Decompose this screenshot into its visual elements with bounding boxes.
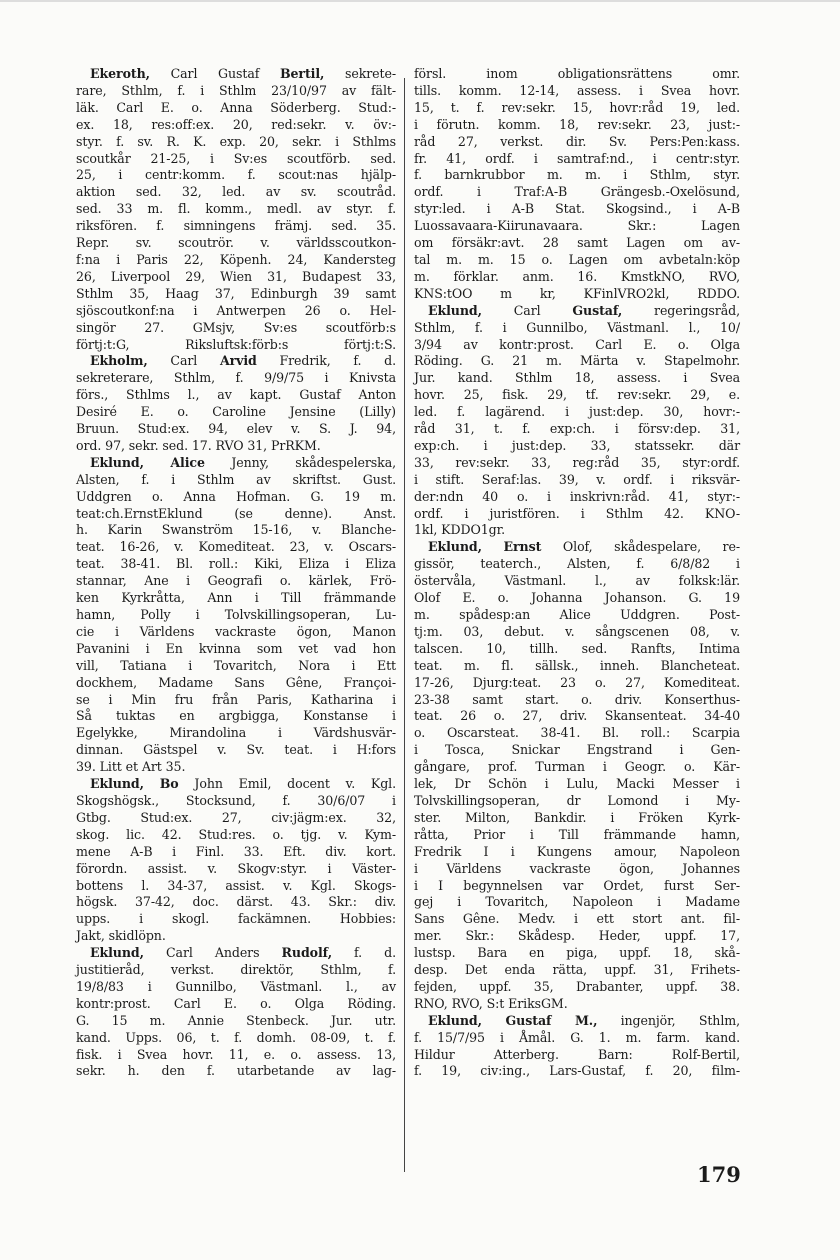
text-line: Så tuktas en argbigga, Konstanse i	[76, 708, 396, 724]
entry-text: Jenny, skådespelerska,	[204, 454, 397, 470]
entry-name: Bertil,	[279, 66, 325, 81]
entry-text: Carl	[147, 353, 220, 369]
entry-text	[144, 776, 160, 791]
entry-text: Carl Anders	[143, 945, 282, 961]
text-line: m. spådesp:an Alice Uddgren. Post-	[414, 607, 740, 622]
text-line: Luossavaara-Kiirunavaara. Skr.: Lagen	[414, 218, 740, 234]
text-line: Desiré E. o. Caroline Jensine (Lilly)	[76, 404, 396, 420]
text-line: 17-26, Djurg:teat. 23 o. 27, Komediteat.	[414, 674, 740, 690]
text-line: råtta, Prior i Till främmande hamn,	[414, 826, 740, 842]
text-line: Tolvskillingsoperan, dr Lomond i My-	[414, 792, 740, 808]
text-line: i förutn. komm. 18, rev:sekr. 23, just:-	[414, 116, 740, 132]
text-line: ordf. i Traf:A-B Grängesb.-Oxelösund,	[414, 184, 740, 200]
text-line: cie i Världens vackraste ögon, Manon	[76, 623, 396, 639]
text-line: ken Kyrkråtta, Ann i Till främmande	[76, 590, 396, 606]
text-line: o. Oscarsteat. 38-41. Bl. roll.: Scarpia	[414, 725, 740, 741]
text-line: lustsp. Bara en piga, uppf. 18, skå-	[414, 945, 740, 961]
text-line: der:ndn 40 o. i inskrivn:råd. 41, styr:-	[414, 488, 740, 504]
text-line: justitieråd, verkst. direktör, Sthlm, f.	[76, 962, 396, 978]
entry-text: Jakt, skidlöpn.	[76, 928, 166, 944]
entry-name: Ekeroth,	[90, 66, 150, 81]
text-line: i stift. Seraf:las. 39, v. ordf. i riksvär-	[414, 471, 740, 487]
text-line	[76, 66, 396, 83]
text-line: teat:ch.ErnstEklund (se denne). Anst.	[76, 505, 396, 521]
entry-text: ingenjör, Sthlm,	[597, 1012, 740, 1028]
entry-name: Eklund,	[90, 454, 144, 470]
text-line: östervåla, Västmanl. l., av folksk:lär.	[414, 573, 740, 589]
text-line: högsk. 37-42, doc. därst. 43. Skr.: div.	[76, 894, 396, 910]
text-line: teat. 26 o. 27, driv. Skansenteat. 34-40	[414, 708, 740, 724]
text-line: Bruun. Stud:ex. 94, elev v. S. J. 94,	[76, 421, 396, 437]
text-line: råd 31, t. f. exp:ch. i försv:dep. 31,	[414, 421, 740, 437]
text-line	[76, 928, 396, 945]
text-line: 19/8/83 i Gunnilbo, Västmanl. l., av	[76, 978, 396, 994]
text-line: förtj:t:G, Riksluftsk:förb:s förtj:t:S.	[76, 336, 396, 352]
text-line: riksfören. f. simningens främj. sed. 35.	[76, 218, 396, 234]
text-line	[76, 455, 396, 472]
text-line: exp:ch. i just:dep. 33, statssekr. där	[414, 437, 740, 453]
text-line: Gtbg. Stud:ex. 27, civ:jägm:ex. 32,	[76, 809, 396, 825]
left-column	[76, 66, 396, 1080]
text-line: Röding. G. 21 m. Märta v. Stapelmohr.	[414, 353, 740, 369]
text-line: råd 27, verkst. dir. Sv. Pers:Pen:kass.	[414, 133, 740, 149]
text-line	[76, 945, 396, 962]
text-line: Uddgren o. Anna Hofman. G. 19 m.	[76, 488, 396, 504]
text-line: teat. 38-41. Bl. roll.: Kiki, Eliza i Eliza	[76, 556, 396, 572]
text-line: Jur. kand. Sthlm 18, assess. i Svea	[414, 370, 740, 386]
text-line: Sthlm, f. i Gunnilbo, Västmanl. l., 10/	[414, 319, 740, 335]
text-line: Sans Gêne. Medv. i ett stort ant. fil-	[414, 911, 740, 927]
entry-text: Olof, skådespelare, re-	[541, 539, 740, 555]
text-line: rare, Sthlm, f. i Sthlm 23/10/97 av fält-	[76, 82, 396, 98]
entry-text: RNO, RVO, S:t EriksGM.	[414, 995, 568, 1011]
text-line: dockhem, Madame Sans Gêne, Françoi-	[76, 674, 396, 690]
text-line: läk. Carl E. o. Anna Söderberg. Stud:-	[76, 99, 396, 115]
text-line	[76, 438, 396, 455]
text-line: mene A-B i Finl. 33. Eft. div. kort.	[76, 843, 396, 859]
text-line: styr:led. i A-B Stat. Skogsind., i A-B	[414, 201, 740, 217]
entry-text	[482, 539, 504, 554]
text-line: försl. inom obligationsrättens omr.	[414, 66, 740, 81]
entry-name: Ernst	[503, 539, 542, 555]
text-line: i Världens vackraste ögon, Johannes	[414, 860, 740, 876]
text-line: Alsten, f. i Sthlm av skriftst. Gust.	[76, 471, 396, 487]
text-line: ex. 18, res:off:ex. 20, red:sekr. v. öv:-	[76, 116, 396, 132]
text-line: dinnan. Gästspel v. Sv. teat. i H:fors	[76, 742, 396, 758]
entry-text: regeringsråd,	[622, 302, 740, 318]
text-line: Fredrik I i Kungens amour, Napoleon	[414, 843, 740, 859]
text-line: 26, Liverpool 29, Wien 31, Budapest 33,	[76, 268, 396, 284]
text-line: tj:m. 03, debut. v. sångscenen 08, v.	[414, 623, 740, 639]
text-line: sed. 33 m. fl. komm., medl. av styr. f.	[76, 201, 396, 217]
entry-name: Eklund, Gustaf M.,	[428, 1012, 598, 1028]
entry-name: Gustaf,	[572, 302, 623, 318]
text-line: singör 27. GMsjv, Sv:es scoutförb:s	[76, 319, 396, 335]
text-line: lek, Dr Schön i Lulu, Macki Messer i	[414, 776, 740, 792]
text-line: tills. komm. 12-14, assess. i Svea hovr.	[414, 82, 740, 98]
text-line: tal m. m. 15 o. Lagen om avbetaln:köp	[414, 251, 740, 267]
text-line: 23-38 samt start. o. driv. Konserthus-	[414, 691, 740, 707]
page-number: 179	[697, 1162, 741, 1187]
entry-name: Eklund,	[90, 945, 144, 961]
page-top-edge	[0, 0, 840, 2]
entry-text	[144, 455, 170, 470]
text-line: f. 19, civ:ing., Lars-Gustaf, f. 20, film-	[414, 1063, 740, 1079]
text-line: styr. f. sv. R. K. exp. 20, sekr. i Sthlms	[76, 133, 396, 149]
text-line	[414, 522, 740, 539]
text-line: led. f. lagärend. i just:dep. 30, hovr:-	[414, 404, 740, 420]
text-line: Hildur Atterberg. Barn: Rolf-Bertil,	[414, 1046, 740, 1062]
text-line: sekr. h. den f. utarbetande av lag-	[76, 1063, 396, 1079]
text-line: bottens l. 34-37, assist. v. Kgl. Skogs-	[76, 877, 396, 893]
text-line	[414, 303, 740, 320]
text-line: teat. m. fl. sällsk., inneh. Blancheteat.	[414, 657, 740, 673]
entry-name: Ekholm,	[90, 353, 148, 369]
text-line: kand. Upps. 06, t. f. domh. 08-09, t. f.	[76, 1029, 396, 1045]
text-line: fisk. i Svea hovr. 11, e. o. assess. 13,	[76, 1046, 396, 1062]
entry-text: sekrete-	[324, 66, 396, 81]
text-line: gej i Tovaritch, Napoleon i Madame	[414, 894, 740, 910]
text-line: gångare, prof. Turman i Geogr. o. Kär-	[414, 759, 740, 775]
entry-text: Carl Gustaf	[149, 66, 280, 81]
text-line: kontr:prost. Carl E. o. Olga Röding.	[76, 995, 396, 1011]
text-line: hovr. 25, fisk. 29, tf. rev:sekr. 29, e.	[414, 387, 740, 403]
text-line: stannar, Ane i Geografi o. kärlek, Frö-	[76, 573, 396, 589]
text-line: fr. 41, ordf. i samtraf:nd., i centr:styr.	[414, 150, 740, 166]
column-divider	[404, 78, 405, 1172]
text-line: f. barnkrubbor m. m. i Sthlm, styr.	[414, 167, 740, 183]
text-line: Olof E. o. Johanna Johanson. G. 19	[414, 590, 740, 606]
entry-name: Eklund,	[428, 539, 482, 555]
text-line: ordf. i juristfören. i Sthlm 42. KNO-	[414, 505, 740, 521]
text-line: aktion sed. 32, led. av sv. scoutråd.	[76, 184, 396, 200]
text-line	[76, 353, 396, 370]
text-line: mer. Skr.: Skådesp. Heder, uppf. 17,	[414, 928, 740, 944]
right-column	[414, 66, 740, 1080]
entry-text: Fredrik, f. d.	[256, 353, 396, 369]
entry-name: Bo	[159, 776, 179, 792]
text-line: Pavanini i En kvinna som vet vad hon	[76, 640, 396, 656]
text-line: f. 15/7/95 i Åmål. G. 1. m. farm. kand.	[414, 1029, 740, 1045]
text-line: förs., Sthlms l., av kapt. Gustaf Anton	[76, 387, 396, 403]
text-line: 25, i centr:komm. f. scout:nas hjälp-	[76, 167, 396, 183]
text-line: ster. Milton, Bankdir. i Fröken Kyrk-	[414, 809, 740, 825]
entry-name: Eklund,	[428, 302, 482, 318]
text-line: gissör, teaterch., Alsten, f. 6/8/82 i	[414, 556, 740, 572]
text-line: scoutkår 21-25, i Sv:es scoutförb. sed.	[76, 150, 396, 166]
text-line	[414, 996, 740, 1013]
text-line: f:na i Paris 22, Köpenh. 24, Kandersteg	[76, 251, 396, 267]
text-line: Sthlm 35, Haag 37, Edinburgh 39 samt	[76, 285, 396, 301]
text-line: i I begynnelsen var Ordet, furst Ser-	[414, 877, 740, 893]
text-line: m. förklar. anm. 16. KmstkNO, RVO,	[414, 268, 740, 284]
entry-name: Rudolf,	[281, 945, 332, 961]
entry-text: Carl	[481, 302, 573, 318]
text-line: 3/94 av kontr:prost. Carl E. o. Olga	[414, 336, 740, 352]
text-line: hamn, Polly i Tolvskillingsoperan, Lu-	[76, 607, 396, 622]
text-line: teat. 16-26, v. Komediteat. 23, v. Oscars-	[76, 539, 396, 555]
text-line: h. Karin Swanström 15-16, v. Blanche-	[76, 522, 396, 538]
text-line: skog. lic. 42. Stud:res. o. tjg. v. Kym-	[76, 826, 396, 842]
text-line	[76, 759, 396, 776]
text-line: se i Min fru från Paris, Katharina i	[76, 691, 396, 707]
text-line: talscen. 10, tillh. sed. Ranfts, Intima	[414, 640, 740, 656]
entry-name: Arvid	[219, 353, 257, 369]
text-line: vill, Tatiana i Tovaritch, Nora i Ett	[76, 657, 396, 673]
entry-text: 1kl, KDDO1gr.	[414, 522, 506, 538]
text-line: desp. Det enda rätta, uppf. 31, Frihets-	[414, 962, 740, 978]
text-line: fejden, uppf. 35, Drabanter, uppf. 38.	[414, 978, 740, 994]
text-line: förordn. assist. v. Skogv:styr. i Väster-	[76, 860, 396, 876]
text-line: 15, t. f. rev:sekr. 15, hovr:råd 19, led.	[414, 99, 740, 115]
text-line: upps. i skogl. fackämnen. Hobbies:	[76, 911, 396, 927]
entry-text: John Emil, docent v. Kgl.	[178, 776, 396, 792]
entry-text: f. d.	[331, 945, 397, 961]
text-line: sekreterare, Sthlm, f. 9/9/75 i Knivsta	[76, 370, 396, 386]
entry-name: Eklund,	[90, 776, 144, 792]
text-line: sjöscoutkonf:na i Antwerpen 26 o. Hel-	[76, 302, 396, 318]
entry-text: ord. 97, sekr. sed. 17. RVO 31, PrRKM.	[76, 437, 321, 453]
entry-name: Alice	[170, 454, 205, 470]
text-line: KNS:tOO m kr, KFinlVRO2kl, RDDO.	[414, 285, 740, 301]
text-line: Skogshögsk., Stocksund, f. 30/6/07 i	[76, 792, 396, 808]
text-line: 33, rev:sekr. 33, reg:råd 35, styr:ordf.	[414, 454, 740, 470]
entry-text: 39. Litt et Art 35.	[76, 759, 186, 775]
text-line: Repr. sv. scoutrör. v. världsscoutkon-	[76, 235, 396, 251]
text-line: Egelykke, Mirandolina i Värdshusvär-	[76, 725, 396, 741]
text-line	[414, 539, 740, 556]
text-line	[76, 776, 396, 793]
text-line: i Tosca, Snickar Engstrand i Gen-	[414, 742, 740, 758]
text-line: om försäkr:avt. 28 samt Lagen om av-	[414, 235, 740, 251]
text-line	[414, 1013, 740, 1030]
text-line: G. 15 m. Annie Stenbeck. Jur. utr.	[76, 1012, 396, 1028]
